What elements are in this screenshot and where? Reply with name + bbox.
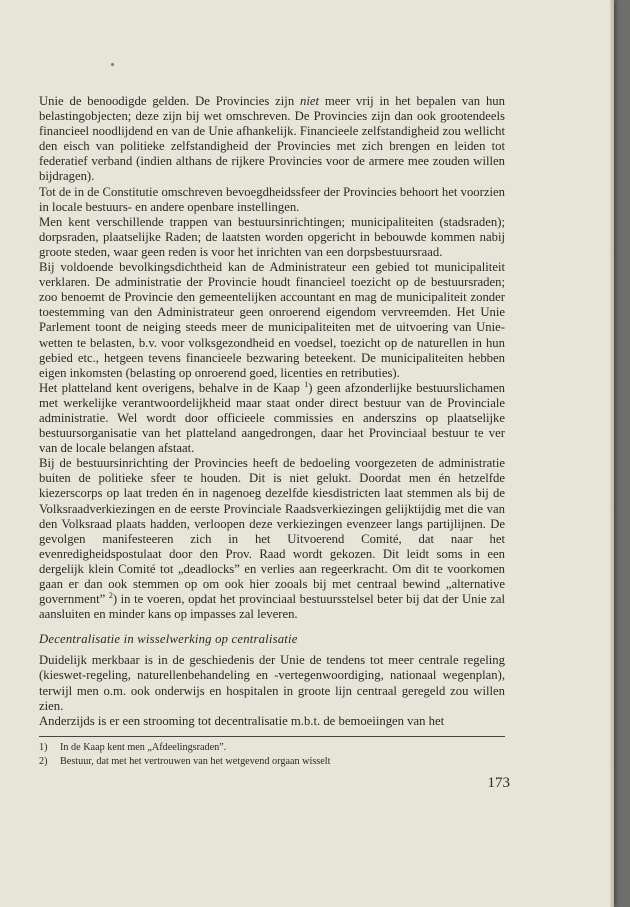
paragraph bbox=[39, 653, 505, 713]
footnotes bbox=[39, 741, 505, 769]
page-number: 173 bbox=[487, 775, 510, 791]
emphasis: niet bbox=[300, 94, 320, 108]
text-run: Bij de bestuursinrichting der Provincies heeft de bedoeling voorgezeten de administratie buiten de politieke sfeer te houden. Dit is niet gelukt. Doordat men én hetzelfde kiezerscorps op laat treden én in nagenoeg dezelfde kiesdistricten laat stemmen als bij de Volksraadverkiezingen en de eerste Provinciale Raadsverkiezingen gelijktijdig met die van den Volksraad plaats hadden, verloopen deze verkiezingen evenzeer langs partijlijnen. De gevolgen manifesteeren zich in het Uitvoerend Comité, dat naar het evenredigheidspostulaat door den Prov. Raad wordt gekozen. Dit leidt soms in een dergelijk klein Comité tot „deadlocks” en verlies aan regeerkracht. Om dit te voorkomen gaan er dan ook stemmen op om ook hier zooals bij met centraal bewind „alternative government” bbox=[39, 456, 505, 607]
paragraph bbox=[39, 260, 505, 381]
section-heading: Decentralisatie in wisselwerking op centralisatie bbox=[39, 632, 298, 647]
text-run: Anderzijds is er een strooming tot decentralisatie m.b.t. de bemoeiingen van het bbox=[39, 713, 445, 728]
body-text bbox=[39, 94, 505, 729]
paragraphs-before-heading bbox=[39, 94, 505, 622]
text-run: meer vrij in het bepalen van hun belastingobjecten; deze zijn bij wet omschreven. De Provincies zijn dan ook grootendeels financieel noodlijdend en van de Unie afhankelijk. Financieele zelfstandigheid zou wellicht den eisch van politieke zelfstandigheid der Provincies met zich brengen en leiden tot federatief verband (indien althans de rijkere Provincies voor de armere mee zouden willen bijdragen). bbox=[39, 94, 505, 184]
text-run: Men kent verschillende trappen van bestuursinrichtingen; municipaliteiten (stadsraden); dorpsraden, plaatselijke Raden; de laatsten worden opgericht in bebouwde kommen nabij groote steden, waar geen reden is voor het inrichten van een dorpsbestuursraad. bbox=[39, 214, 505, 259]
paragraphs-after-heading bbox=[39, 653, 505, 728]
text-run: Tot de in de Constitutie omschreven bevoegdheidssfeer der Provincies behoort het voorzien in locale bestuurs- en andere openbare instellingen. bbox=[39, 184, 505, 214]
page-edge bbox=[610, 0, 614, 907]
footnote bbox=[39, 741, 505, 755]
text-run: ) geen afzonderlijke bestuurslichamen met werkelijke verantwoordelijkheid maar staat onder direct bestuur van de Provinciale administratie. Wel wordt door officieele commissies en anderszins op plaatselijke bestuursorganisatie van het platteland aangedrongen, daar het Provinciaal bestuur te ver van de locale belangen afstaat. bbox=[39, 380, 506, 456]
text-run: Bij voldoende bevolkingsdichtheid kan de Administrateur een gebied tot municipaliteit verklaren. De administratie der Provincie houdt financieel toezicht op de bestuursraden; zoo benoemt de Provincie den gemeentelijken accountant en mag de municipaliteit zonder toestemming van den Administrateur geen onroerend eigendom vervreemden. Het Unie Parlement toont de neiging steeds meer de municipaliteiten met de uitvoering van Unie-wetten te belasten, b.v. voor volksgezondheid en voedsel, toezicht op de naturellen in hun gebied etc., hetgeen tevens financieele bezwaring beteekent. De municipaliteiten hebben eigen inkomsten (belasting op onroerend goed, licenties en retributies). bbox=[39, 260, 505, 380]
paragraph bbox=[39, 215, 505, 260]
paragraph bbox=[39, 381, 505, 456]
text-run: ) in te voeren, opdat het provinciaal bestuursstelsel beter bij dat der Unie zal aansluiten en minder kans op impasses zal leveren. bbox=[39, 592, 505, 622]
text-run: Duidelijk merkbaar is in de geschiedenis der Unie de tendens tot meer centrale regeling (kieswet-regeling, naturellenbehandeling en -vertegenwoordiging, nationaal wegenplan), terwijl men o.m. ook onderwijs en hospitalen in groote lijn centraal geregeld zou willen zien. bbox=[39, 653, 505, 713]
footnote-rule bbox=[39, 736, 505, 737]
footnote bbox=[39, 755, 505, 769]
paragraph bbox=[39, 456, 505, 622]
footnote-reference: 1 bbox=[304, 379, 309, 389]
text-run: Het platteland kent overigens, behalve in de Kaap bbox=[39, 380, 305, 395]
footnote-mark: 2) bbox=[39, 756, 48, 767]
footnote-reference: 2 bbox=[108, 590, 113, 600]
paragraph bbox=[39, 714, 505, 729]
footnote-text: In de Kaap kent men „Afdeelingsraden”. bbox=[60, 742, 227, 753]
text-run: Unie de benoodigde gelden. De Provincies zijn bbox=[39, 94, 301, 108]
paragraph bbox=[39, 94, 505, 185]
paper-speck bbox=[111, 63, 114, 66]
paragraph bbox=[39, 185, 505, 215]
footnote-mark: 1) bbox=[39, 742, 48, 753]
footnote-text: Bestuur, dat met het vertrouwen van het wetgevend orgaan wisselt bbox=[60, 756, 331, 767]
